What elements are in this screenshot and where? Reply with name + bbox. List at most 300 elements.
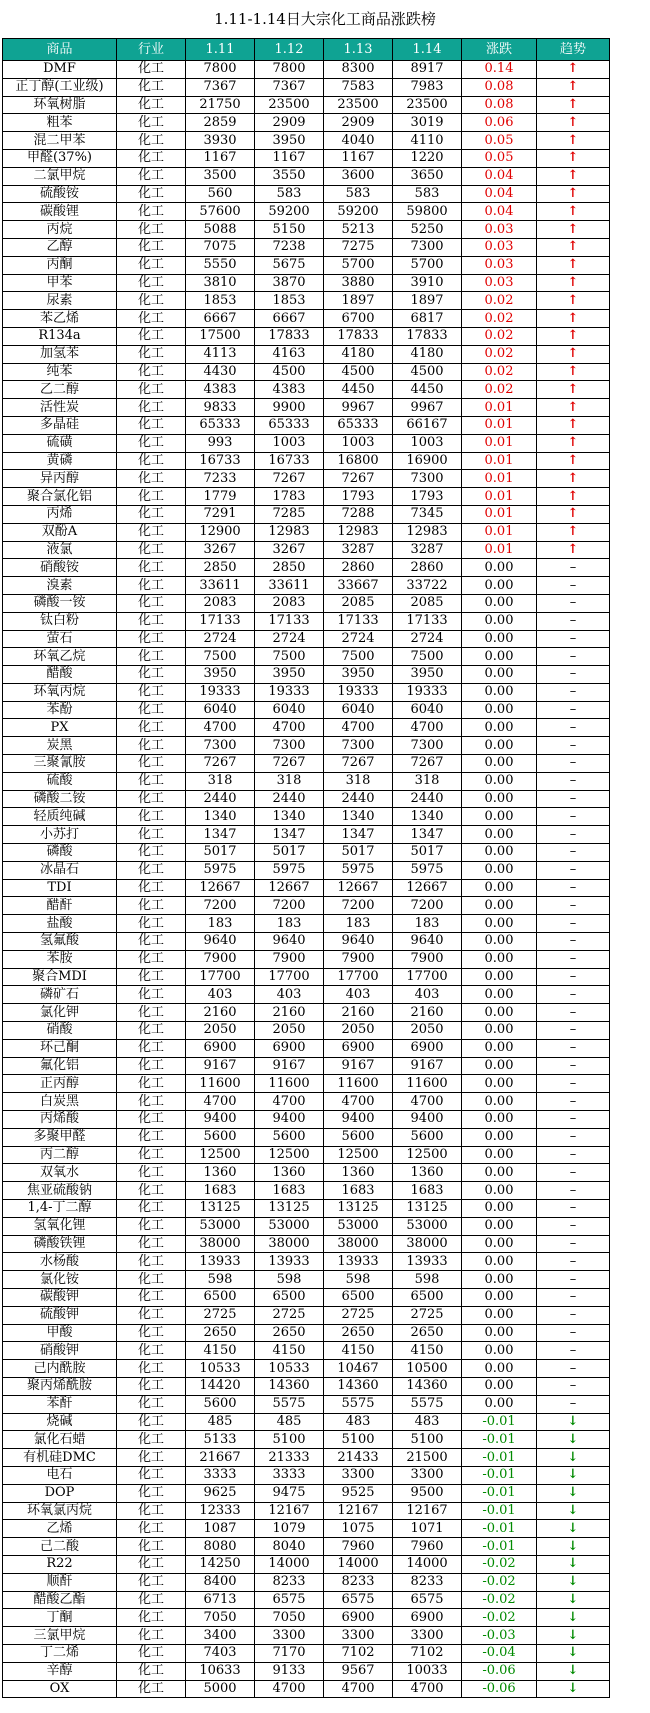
change-cell: -0.01 [462, 1413, 537, 1431]
price-cell-2: 1340 [255, 808, 324, 826]
price-cell-3: 21433 [324, 1449, 393, 1467]
header-date-4: 1.14 [393, 39, 462, 61]
price-cell-2: 403 [255, 986, 324, 1004]
price-cell-2: 1853 [255, 292, 324, 310]
change-cell: -0.01 [462, 1431, 537, 1449]
price-cell-2: 9400 [255, 1111, 324, 1129]
price-cell-3: 318 [324, 772, 393, 790]
price-cell-2: 5975 [255, 861, 324, 879]
industry-cell: 化工 [117, 1164, 186, 1182]
price-cell-1: 2725 [186, 1306, 255, 1324]
table-row [3, 1164, 610, 1182]
dash-icon: – [537, 1022, 610, 1040]
price-cell-1: 2440 [186, 790, 255, 808]
commodity-cell: 丁酮 [3, 1609, 117, 1627]
industry-cell: 化工 [117, 755, 186, 773]
price-cell-2: 7900 [255, 950, 324, 968]
commodity-cell: 醋酐 [3, 897, 117, 915]
price-cell-4: 2860 [393, 559, 462, 577]
industry-cell: 化工 [117, 327, 186, 345]
price-cell-4: 23500 [393, 96, 462, 114]
change-cell: 0.00 [462, 737, 537, 755]
table-row [3, 1627, 610, 1645]
dash-icon: – [537, 594, 610, 612]
price-cell-4: 7267 [393, 755, 462, 773]
dash-icon: – [537, 648, 610, 666]
commodity-cell: 硝酸 [3, 1022, 117, 1040]
price-cell-1: 6667 [186, 310, 255, 328]
price-cell-3: 7900 [324, 950, 393, 968]
change-cell: 0.01 [462, 541, 537, 559]
table-title: 1.11-1.14日大宗化工商品涨跌榜 [214, 10, 436, 28]
industry-cell: 化工 [117, 1057, 186, 1075]
change-cell: 0.00 [462, 879, 537, 897]
price-cell-1: 5000 [186, 1680, 255, 1698]
industry-cell: 化工 [117, 1484, 186, 1502]
dash-icon: – [537, 1395, 610, 1413]
price-cell-3: 1360 [324, 1164, 393, 1182]
price-cell-4: 3910 [393, 274, 462, 292]
arrow-down-icon: ↓ [537, 1573, 610, 1591]
price-cell-2: 33611 [255, 577, 324, 595]
price-cell-2: 3333 [255, 1466, 324, 1484]
price-cell-3: 14000 [324, 1555, 393, 1573]
commodity-cell: 硫酸 [3, 772, 117, 790]
table-row [3, 1146, 610, 1164]
price-cell-2: 6575 [255, 1591, 324, 1609]
price-cell-2: 8040 [255, 1538, 324, 1556]
industry-cell: 化工 [117, 594, 186, 612]
table-row [3, 203, 610, 221]
price-cell-2: 17833 [255, 327, 324, 345]
arrow-up-icon: ↑ [537, 381, 610, 399]
commodity-cell: 环氧氯丙烷 [3, 1502, 117, 1520]
change-cell: -0.04 [462, 1644, 537, 1662]
change-cell: 0.01 [462, 470, 537, 488]
commodity-cell: 双酚A [3, 523, 117, 541]
table-row [3, 701, 610, 719]
change-cell: 0.03 [462, 274, 537, 292]
price-cell-2: 7285 [255, 505, 324, 523]
price-cell-2: 65333 [255, 416, 324, 434]
commodity-cell: 小苏打 [3, 826, 117, 844]
price-cell-4: 4700 [393, 1680, 462, 1698]
dash-icon: – [537, 968, 610, 986]
industry-cell: 化工 [117, 1288, 186, 1306]
price-cell-2: 318 [255, 772, 324, 790]
price-cell-1: 3267 [186, 541, 255, 559]
dash-icon: – [537, 1235, 610, 1253]
industry-cell: 化工 [117, 1377, 186, 1395]
price-cell-1: 17500 [186, 327, 255, 345]
table-row [3, 505, 610, 523]
table-row [3, 1413, 610, 1431]
price-cell-1: 8080 [186, 1538, 255, 1556]
arrow-down-icon: ↓ [537, 1627, 610, 1645]
price-cell-4: 3950 [393, 666, 462, 684]
price-cell-1: 3333 [186, 1466, 255, 1484]
commodity-cell: 环己酮 [3, 1039, 117, 1057]
table-row [3, 185, 610, 203]
table-row [3, 452, 610, 470]
industry-cell: 化工 [117, 1235, 186, 1253]
table-row [3, 1306, 610, 1324]
price-cell-1: 3400 [186, 1627, 255, 1645]
price-cell-3: 6900 [324, 1609, 393, 1627]
table-row [3, 1111, 610, 1129]
price-cell-4: 38000 [393, 1235, 462, 1253]
industry-cell: 化工 [117, 950, 186, 968]
arrow-up-icon: ↑ [537, 363, 610, 381]
dash-icon: – [537, 1217, 610, 1235]
industry-cell: 化工 [117, 612, 186, 630]
change-cell: 0.00 [462, 1377, 537, 1395]
commodity-cell: 环氧乙烷 [3, 648, 117, 666]
table-row [3, 790, 610, 808]
industry-cell: 化工 [117, 274, 186, 292]
commodity-cell: 纯苯 [3, 363, 117, 381]
commodity-cell: 甲苯 [3, 274, 117, 292]
table-row [3, 861, 610, 879]
price-cell-4: 33722 [393, 577, 462, 595]
industry-cell: 化工 [117, 559, 186, 577]
price-cell-3: 1167 [324, 149, 393, 167]
change-cell: 0.04 [462, 167, 537, 185]
table-row [3, 1520, 610, 1538]
price-cell-2: 1683 [255, 1182, 324, 1200]
price-cell-3: 2085 [324, 594, 393, 612]
price-cell-1: 3500 [186, 167, 255, 185]
price-cell-1: 21750 [186, 96, 255, 114]
price-cell-3: 7102 [324, 1644, 393, 1662]
price-cell-1: 5133 [186, 1431, 255, 1449]
industry-cell: 化工 [117, 541, 186, 559]
price-cell-1: 5017 [186, 844, 255, 862]
table-row [3, 541, 610, 559]
table-row [3, 488, 610, 506]
price-cell-3: 65333 [324, 416, 393, 434]
price-cell-2: 17133 [255, 612, 324, 630]
price-cell-1: 2083 [186, 594, 255, 612]
commodity-cell: 磷酸铁锂 [3, 1235, 117, 1253]
table-row [3, 1004, 610, 1022]
price-cell-3: 53000 [324, 1217, 393, 1235]
price-cell-3: 1340 [324, 808, 393, 826]
price-cell-4: 16900 [393, 452, 462, 470]
price-cell-1: 17133 [186, 612, 255, 630]
price-cell-1: 4430 [186, 363, 255, 381]
commodity-cell: 硫酸钾 [3, 1306, 117, 1324]
commodity-cell: 焦亚硫酸钠 [3, 1182, 117, 1200]
price-cell-3: 7583 [324, 78, 393, 96]
commodity-cell: 乙二醇 [3, 381, 117, 399]
dash-icon: – [537, 826, 610, 844]
change-cell: 0.00 [462, 594, 537, 612]
dash-icon: – [537, 755, 610, 773]
price-cell-4: 1360 [393, 1164, 462, 1182]
industry-cell: 化工 [117, 630, 186, 648]
arrow-up-icon: ↑ [537, 292, 610, 310]
price-cell-2: 9640 [255, 933, 324, 951]
price-cell-4: 4700 [393, 719, 462, 737]
table-row [3, 559, 610, 577]
arrow-down-icon: ↓ [537, 1484, 610, 1502]
commodity-cell: 钛白粉 [3, 612, 117, 630]
price-cell-3: 2050 [324, 1022, 393, 1040]
price-cell-4: 17133 [393, 612, 462, 630]
price-cell-4: 6040 [393, 701, 462, 719]
commodity-cell: 碳酸钾 [3, 1288, 117, 1306]
dash-icon: – [537, 1306, 610, 1324]
price-cell-2: 17700 [255, 968, 324, 986]
dash-icon: – [537, 1342, 610, 1360]
price-cell-4: 583 [393, 185, 462, 203]
arrow-up-icon: ↑ [537, 541, 610, 559]
industry-cell: 化工 [117, 844, 186, 862]
price-cell-2: 1079 [255, 1520, 324, 1538]
industry-cell: 化工 [117, 1253, 186, 1271]
arrow-down-icon: ↓ [537, 1591, 610, 1609]
price-cell-3: 4700 [324, 719, 393, 737]
industry-cell: 化工 [117, 1538, 186, 1556]
commodity-cell: 多晶硅 [3, 416, 117, 434]
price-cell-2: 2724 [255, 630, 324, 648]
table-row [3, 1342, 610, 1360]
arrow-up-icon: ↑ [537, 327, 610, 345]
table-row [3, 399, 610, 417]
change-cell: 0.00 [462, 968, 537, 986]
price-cell-3: 7288 [324, 505, 393, 523]
commodity-cell: 磷酸二铵 [3, 790, 117, 808]
price-cell-2: 7200 [255, 897, 324, 915]
commodity-cell: 炭黑 [3, 737, 117, 755]
table-row [3, 772, 610, 790]
industry-cell: 化工 [117, 719, 186, 737]
change-cell: 0.02 [462, 310, 537, 328]
table-row [3, 1128, 610, 1146]
commodity-cell: 电石 [3, 1466, 117, 1484]
dash-icon: – [537, 612, 610, 630]
price-cell-2: 583 [255, 185, 324, 203]
price-cell-2: 5017 [255, 844, 324, 862]
price-cell-3: 1075 [324, 1520, 393, 1538]
price-cell-4: 17833 [393, 327, 462, 345]
industry-cell: 化工 [117, 1306, 186, 1324]
price-cell-2: 23500 [255, 96, 324, 114]
price-cell-4: 5575 [393, 1395, 462, 1413]
table-row [3, 327, 610, 345]
dash-icon: – [537, 1253, 610, 1271]
price-cell-2: 183 [255, 915, 324, 933]
dash-icon: – [537, 879, 610, 897]
price-cell-2: 2909 [255, 114, 324, 132]
change-cell: 0.04 [462, 185, 537, 203]
price-cell-4: 53000 [393, 1217, 462, 1235]
price-cell-1: 7403 [186, 1644, 255, 1662]
price-cell-2: 4700 [255, 1680, 324, 1698]
change-cell: 0.00 [462, 1128, 537, 1146]
price-cell-4: 11600 [393, 1075, 462, 1093]
table-row [3, 755, 610, 773]
price-cell-4: 7983 [393, 78, 462, 96]
commodity-cell: 双氧水 [3, 1164, 117, 1182]
arrow-down-icon: ↓ [537, 1520, 610, 1538]
commodity-cell: 聚合MDI [3, 968, 117, 986]
industry-cell: 化工 [117, 434, 186, 452]
industry-cell: 化工 [117, 986, 186, 1004]
price-cell-2: 7367 [255, 78, 324, 96]
price-cell-3: 16800 [324, 452, 393, 470]
dash-icon: – [537, 1039, 610, 1057]
change-cell: -0.02 [462, 1555, 537, 1573]
price-cell-3: 6575 [324, 1591, 393, 1609]
industry-cell: 化工 [117, 1644, 186, 1662]
price-cell-1: 5600 [186, 1128, 255, 1146]
price-cell-3: 7960 [324, 1538, 393, 1556]
change-cell: 0.01 [462, 452, 537, 470]
price-cell-3: 7500 [324, 648, 393, 666]
price-cell-3: 403 [324, 986, 393, 1004]
price-cell-2: 3950 [255, 666, 324, 684]
industry-cell: 化工 [117, 1449, 186, 1467]
change-cell: 0.00 [462, 612, 537, 630]
change-cell: 0.00 [462, 648, 537, 666]
table-row [3, 434, 610, 452]
price-cell-3: 1683 [324, 1182, 393, 1200]
table-row [3, 149, 610, 167]
price-cell-3: 7267 [324, 470, 393, 488]
commodity-cell: 环氧树脂 [3, 96, 117, 114]
change-cell: 0.00 [462, 844, 537, 862]
table-header-row [3, 39, 610, 61]
commodity-cell: 正丁醇(工业级) [3, 78, 117, 96]
price-cell-4: 6500 [393, 1288, 462, 1306]
industry-cell: 化工 [117, 915, 186, 933]
arrow-down-icon: ↓ [537, 1680, 610, 1698]
industry-cell: 化工 [117, 1520, 186, 1538]
price-cell-4: 66167 [393, 416, 462, 434]
price-cell-1: 13125 [186, 1200, 255, 1218]
price-cell-3: 2909 [324, 114, 393, 132]
industry-cell: 化工 [117, 381, 186, 399]
price-cell-3: 483 [324, 1413, 393, 1431]
commodity-cell: 磷酸一铵 [3, 594, 117, 612]
price-cell-2: 7267 [255, 755, 324, 773]
price-cell-4: 1897 [393, 292, 462, 310]
table-row [3, 577, 610, 595]
price-cell-2: 9133 [255, 1662, 324, 1680]
table-row [3, 826, 610, 844]
price-cell-1: 7367 [186, 78, 255, 96]
price-cell-2: 14360 [255, 1377, 324, 1395]
price-cell-1: 6040 [186, 701, 255, 719]
dash-icon: – [537, 1004, 610, 1022]
commodity-cell: 冰晶石 [3, 861, 117, 879]
arrow-up-icon: ↑ [537, 114, 610, 132]
table-row [3, 1075, 610, 1093]
dash-icon: – [537, 630, 610, 648]
change-cell: -0.01 [462, 1484, 537, 1502]
price-cell-3: 17700 [324, 968, 393, 986]
header-date-1: 1.11 [186, 39, 255, 61]
price-cell-1: 6500 [186, 1288, 255, 1306]
price-cell-1: 7267 [186, 755, 255, 773]
price-cell-3: 12667 [324, 879, 393, 897]
arrow-up-icon: ↑ [537, 185, 610, 203]
price-cell-3: 8300 [324, 61, 393, 79]
price-cell-1: 7200 [186, 897, 255, 915]
commodity-cell: 硝酸钾 [3, 1342, 117, 1360]
change-cell: 0.00 [462, 1004, 537, 1022]
price-cell-4: 2725 [393, 1306, 462, 1324]
table-row [3, 381, 610, 399]
change-cell: 0.00 [462, 1288, 537, 1306]
price-cell-2: 4700 [255, 1093, 324, 1111]
dash-icon: – [537, 950, 610, 968]
price-cell-4: 7200 [393, 897, 462, 915]
price-cell-2: 12167 [255, 1502, 324, 1520]
price-cell-2: 2050 [255, 1022, 324, 1040]
change-cell: 0.00 [462, 861, 537, 879]
price-cell-1: 11600 [186, 1075, 255, 1093]
price-cell-1: 9400 [186, 1111, 255, 1129]
industry-cell: 化工 [117, 221, 186, 239]
price-cell-1: 1340 [186, 808, 255, 826]
change-cell: 0.08 [462, 78, 537, 96]
industry-cell: 化工 [117, 1111, 186, 1129]
price-cell-1: 485 [186, 1413, 255, 1431]
price-cell-4: 4180 [393, 345, 462, 363]
header-commodity: 商品 [3, 39, 117, 61]
table-row [3, 986, 610, 1004]
price-cell-2: 2725 [255, 1306, 324, 1324]
table-row [3, 933, 610, 951]
table-row [3, 630, 610, 648]
price-cell-3: 10467 [324, 1360, 393, 1378]
price-cell-3: 8233 [324, 1573, 393, 1591]
price-cell-4: 9640 [393, 933, 462, 951]
price-cell-4: 8917 [393, 61, 462, 79]
industry-cell: 化工 [117, 96, 186, 114]
change-cell: 0.00 [462, 577, 537, 595]
price-cell-2: 3267 [255, 541, 324, 559]
industry-cell: 化工 [117, 149, 186, 167]
arrow-up-icon: ↑ [537, 416, 610, 434]
price-cell-2: 7500 [255, 648, 324, 666]
change-cell: 0.00 [462, 1235, 537, 1253]
change-cell: 0.00 [462, 1075, 537, 1093]
price-cell-3: 4700 [324, 1093, 393, 1111]
dash-icon: – [537, 1360, 610, 1378]
change-cell: 0.02 [462, 363, 537, 381]
price-cell-3: 38000 [324, 1235, 393, 1253]
commodity-cell: 硫酸铵 [3, 185, 117, 203]
price-cell-2: 1003 [255, 434, 324, 452]
industry-cell: 化工 [117, 61, 186, 79]
price-cell-3: 4180 [324, 345, 393, 363]
table-row [3, 470, 610, 488]
change-cell: 0.01 [462, 523, 537, 541]
price-cell-3: 7267 [324, 755, 393, 773]
table-row [3, 1022, 610, 1040]
table-row [3, 1431, 610, 1449]
dash-icon: – [537, 1057, 610, 1075]
price-cell-3: 12167 [324, 1502, 393, 1520]
price-cell-4: 598 [393, 1271, 462, 1289]
commodity-cell: 磷矿石 [3, 986, 117, 1004]
price-cell-4: 7500 [393, 648, 462, 666]
price-cell-3: 9167 [324, 1057, 393, 1075]
